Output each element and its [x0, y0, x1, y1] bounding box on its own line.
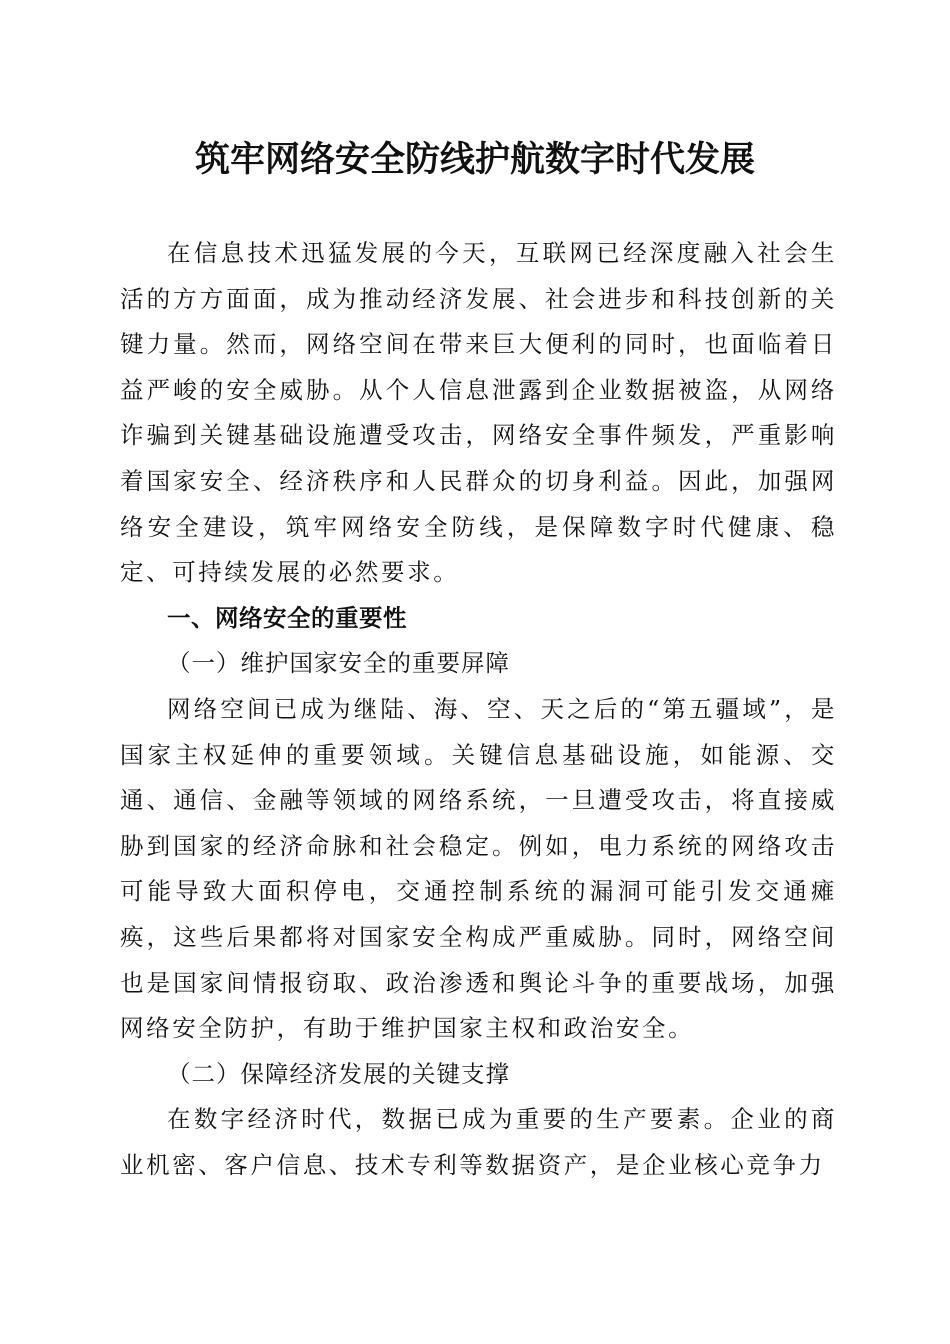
- section-heading: 一、网络安全的重要性: [167, 603, 407, 632]
- document-body: [120, 231, 837, 1188]
- subsection-heading: （一）维护国家安全的重要屏障: [167, 649, 510, 678]
- subsection-heading: （二）保障经济发展的关键支撑: [167, 1059, 510, 1088]
- body-paragraph: 网络空间已成为继陆、海、空、天之后的“第五疆域”，是国家主权延伸的重要领域。关键信息基础设施，如能源、交通、通信、金融等领域的网络系统，一旦遭受攻击，将直接威胁到国家的经济命脉和社会稳定。例如，电力系统的网络攻击可能导致大面积停电，交通控制系统的漏洞可能引发交通瘫痪，这些后果都将对国家安全构成严重威胁。同时，网络空间也是国家间情报窃取、政治渗透和舆论斗争的重要战场，加强网络安全防护，有助于维护国家主权和政治安全。: [120, 694, 837, 1043]
- intro-paragraph: 在信息技术迅猛发展的今天，互联网已经深度融入社会生活的方方面面，成为推动经济发展、社会进步和科技创新的关键力量。然而，网络空间在带来巨大便利的同时，也面临着日益严峻的安全威胁。从个人信息泄露到企业数据被盗，从网络诈骗到关键基础设施遭受攻击，网络安全事件频发，严重影响着国家安全、经济秩序和人民群众的切身利益。因此，加强网络安全建设，筑牢网络安全防线，是保障数字时代健康、稳定、可持续发展的必然要求。: [120, 239, 837, 587]
- page-title: 筑牢网络安全防线护航数字时代发展: [194, 139, 755, 180]
- body-paragraph: 在数字经济时代，数据已成为重要的生产要素。企业的商业机密、客户信息、技术专利等数据资产，是企业核心竞争力: [120, 1105, 837, 1179]
